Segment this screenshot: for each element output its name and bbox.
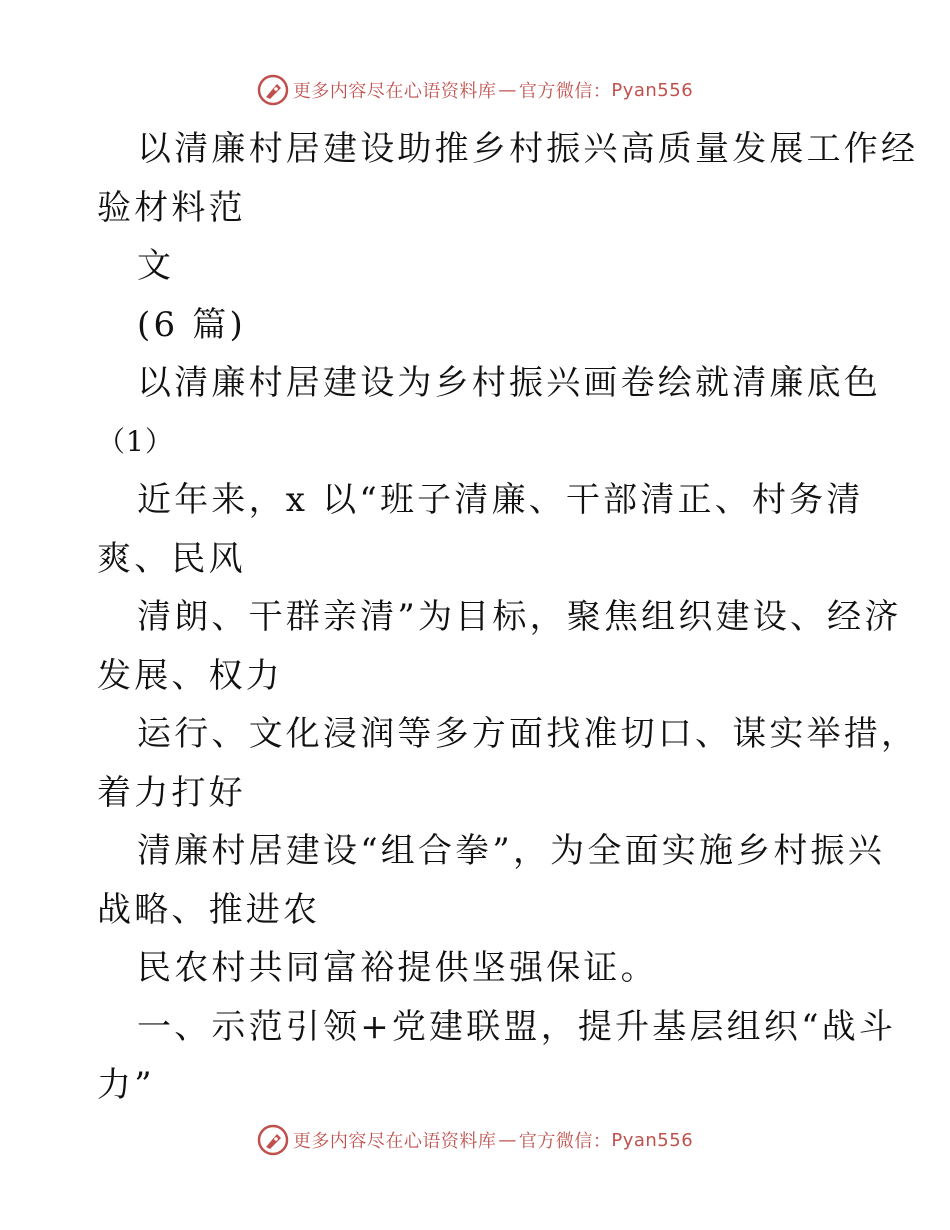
header-wechat-id: Pyan556 [611, 79, 694, 101]
paragraph-line: 发展、权力 [97, 655, 283, 696]
footer-wechat-id: Pyan556 [611, 1129, 694, 1151]
subheading-line: 力” [97, 1065, 155, 1105]
pen-nib-icon [257, 1124, 289, 1156]
subheading-line: 一、示范引领+党建联盟，提升基层组织“战斗 [137, 1006, 897, 1047]
title-line-2: 验材料范 [97, 187, 246, 228]
section-number: （1） [97, 424, 174, 458]
footer-wechat-label: 官方微信： [518, 1131, 612, 1152]
article-count: (6 篇) [137, 304, 246, 345]
document-body [97, 120, 919, 1115]
paragraph-line: 近年来，x 以“班子清廉、干部清正、村务清 [137, 480, 864, 520]
section-heading: 以清廉村居建设为乡村振兴画卷绘就清廉底色 [137, 363, 881, 403]
paragraph-line: 民农村共同富裕提供坚强保证。 [137, 948, 658, 988]
footer-watermark-dash: — [498, 1129, 517, 1151]
paragraph-line: 清廉村居建设“组合拳”，为全面实施乡村振兴 [137, 831, 885, 871]
title-line-1: 以清廉村居建设助推乡村振兴高质量发展工作经 [137, 129, 919, 169]
title-line-3: 文 [137, 246, 175, 286]
pen-nib-icon [257, 74, 289, 106]
footer-watermark-text: 更多内容尽在心语资料库 [292, 1131, 497, 1152]
header-watermark-dash: — [498, 79, 517, 101]
header-watermark [0, 70, 950, 110]
paragraph-line: 着力打好 [97, 772, 246, 813]
paragraph-line: 清朗、干群亲清”为目标，聚焦组织建设、经济 [137, 597, 902, 637]
footer-watermark [0, 1120, 950, 1160]
paragraph-line: 运行、文化浸润等多方面找准切口、谋实举措， [137, 714, 919, 754]
header-wechat-label: 官方微信： [518, 81, 612, 102]
paragraph-line: 爽、民风 [97, 538, 246, 579]
paragraph-line: 战略、推进农 [97, 889, 321, 930]
header-watermark-text: 更多内容尽在心语资料库 [292, 81, 497, 102]
